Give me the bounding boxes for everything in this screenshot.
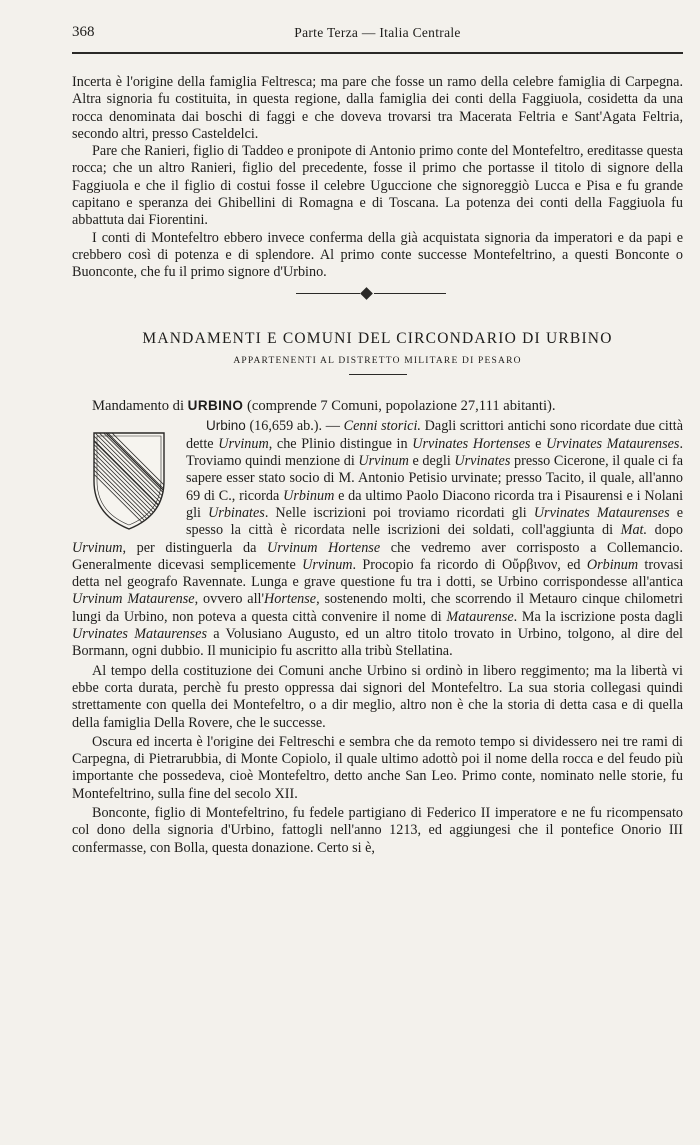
diamond-ornament-icon [360, 287, 373, 300]
page-body [72, 74, 683, 857]
subtitle-rule [349, 374, 407, 375]
page-header [72, 24, 683, 44]
mandamento-heading: Mandamento di URBINO (comprende 7 Comuni, popolazione 27,111 abitanti). [92, 398, 556, 415]
section-title: MANDAMENTI E COMUNI DEL CIRCONDARIO DI URBINO [142, 329, 613, 347]
urbino-paragraph: Urbino (16,659 ab.). — Cenni storici. Dagli scrittori antichi sono ricordate due città dette Urvinum, che Plinio distingue in Urvinates Hortenses e Urvinates Mataurenses. Troviamo quindi menzione di Urvinum e degli Urvinates presso Cicerone, il quale ci fa sapere esser stato socio di M. Antonio Petisio urvinate; presso Tacito, il quale, all'anno 69 di C., ricorda Urbinum e da ultimo Paolo Diacono ricorda tra i Pisaurensi e i Nolani gli Urbinates. Nelle iscrizioni poi troviamo ricordati gli Urvinates Mataurenses e spesso la città è ricordata nelle iscrizioni dei soldati, coll'aggiunta di Mat. dopo Urvinum, per distinguerla da Urvinum Hortense che vedremo aver corrisposto a Collemancio. Generalmente dicevasi semplicemente Urvinum. Procopio fa ricordo di Οὔρβινον, ed Orbinum trovasi detta nel geografo Ravennate. Lunga e grave questione fu tra i dotti, se Urbino corrispondesse all'antica Urvinum Mataurense, ovvero all'Hortense, sostenendo molti, che scorrendo il Metauro cinque chilometri lungi da Urbino, non poteva a questa città convenire il nome di Mataurense. Ma la iscrizione posta dagli Urvinates Mataurenses a Volusiano Augusto, ed un altro titolo trovato in Urbino, tolgono, al dire del Bormann, ogni dubbio. Il municipio fu ascritto alla tribù Stellatina. [72, 418, 684, 660]
section-ornament [72, 286, 683, 302]
section-subtitle: APPARTENENTI AL DISTRETTO MILITARE DI PESARO [233, 355, 522, 366]
page-number: 368 [72, 24, 95, 40]
urbino-coat-of-arms-icon [72, 419, 178, 537]
paragraph: Bonconte, figlio di Montefeltrino, fu fedele partigiano di Federico II imperatore e ne fu ricompensato col dono della signoria d'Urbino, fattogli nell'anno 1213, ed aggiungesi che il pontefice Onorio III confermasse, con Bolla, questa donazione. Certo si è, [72, 804, 683, 856]
mandamento-name: URBINO [187, 398, 244, 414]
paragraph: Pare che Ranieri, figlio di Taddeo e pronipote di Antonio primo conte del Montefeltro, ereditasse questa rocca; che un altro Ranieri, figlio del precedente, fosse il primo che portasse il titolo di signore della Faggiuola e che il figlio di costui fosse il celebre Uguccione che signoreggiò Lucca e Pisa e fu grande capitano e speranza dei Ghibellini di Romagna e di Toscana. La potenza dei conti della Faggiuola fu abbattuta dai Fiorentini. [72, 143, 683, 229]
paragraph: Incerta è l'origine della famiglia Feltresca; ma pare che fosse un ramo della celebre famiglia di Carpegna. Altra signoria fu costituita, in questa regione, dalla famiglia dei conti della Faggiuola, cosidetta da una rocca denominata dai boschi di faggi e che doveva trovarsi tra Macerata Feltria e Sant'Agata Feltria, secondo altri, presso Casteldelci. [72, 74, 683, 142]
urbino-name: Urbino [206, 418, 246, 434]
paragraph: Al tempo della costituzione dei Comuni anche Urbino si ordinò in libero reggimento; ma la libertà vi ebbe corta durata, perchè fu presto oppressa dai signori del Montefeltro. La sua storia collegasi quindi strettamente con quella dei Montefeltro, o a dir meglio, altro non è che la storia di detta casa e di quella della famiglia Della Rovere, che le successe. [72, 662, 683, 731]
paragraph: Oscura ed incerta è l'origine dei Feltreschi e sembra che da remoto tempo si dividessero nei tre rami di Carpegna, di Pietrarubbia, di Monte Copiolo, il quale ultimo adottò poi il nome della rocca e del feudo più importante che possedeva, cioè Montefeltro, detto anche San Leo. Primo conte, nominato nelle storie, fu Montefeltrino, sulla fine del secolo XII. [72, 733, 683, 802]
header-rule [72, 52, 683, 54]
running-title: Parte Terza — Italia Centrale [294, 25, 461, 40]
paragraph: I conti di Montefeltro ebbero invece conferma della già acquistata signoria da imperatori e da papi e crebbero così di potenza e di splendore. Al primo conte successe Montefeltrino, a questi Bonconte o Buonconte, che fu il primo signore d'Urbino. [72, 229, 683, 281]
